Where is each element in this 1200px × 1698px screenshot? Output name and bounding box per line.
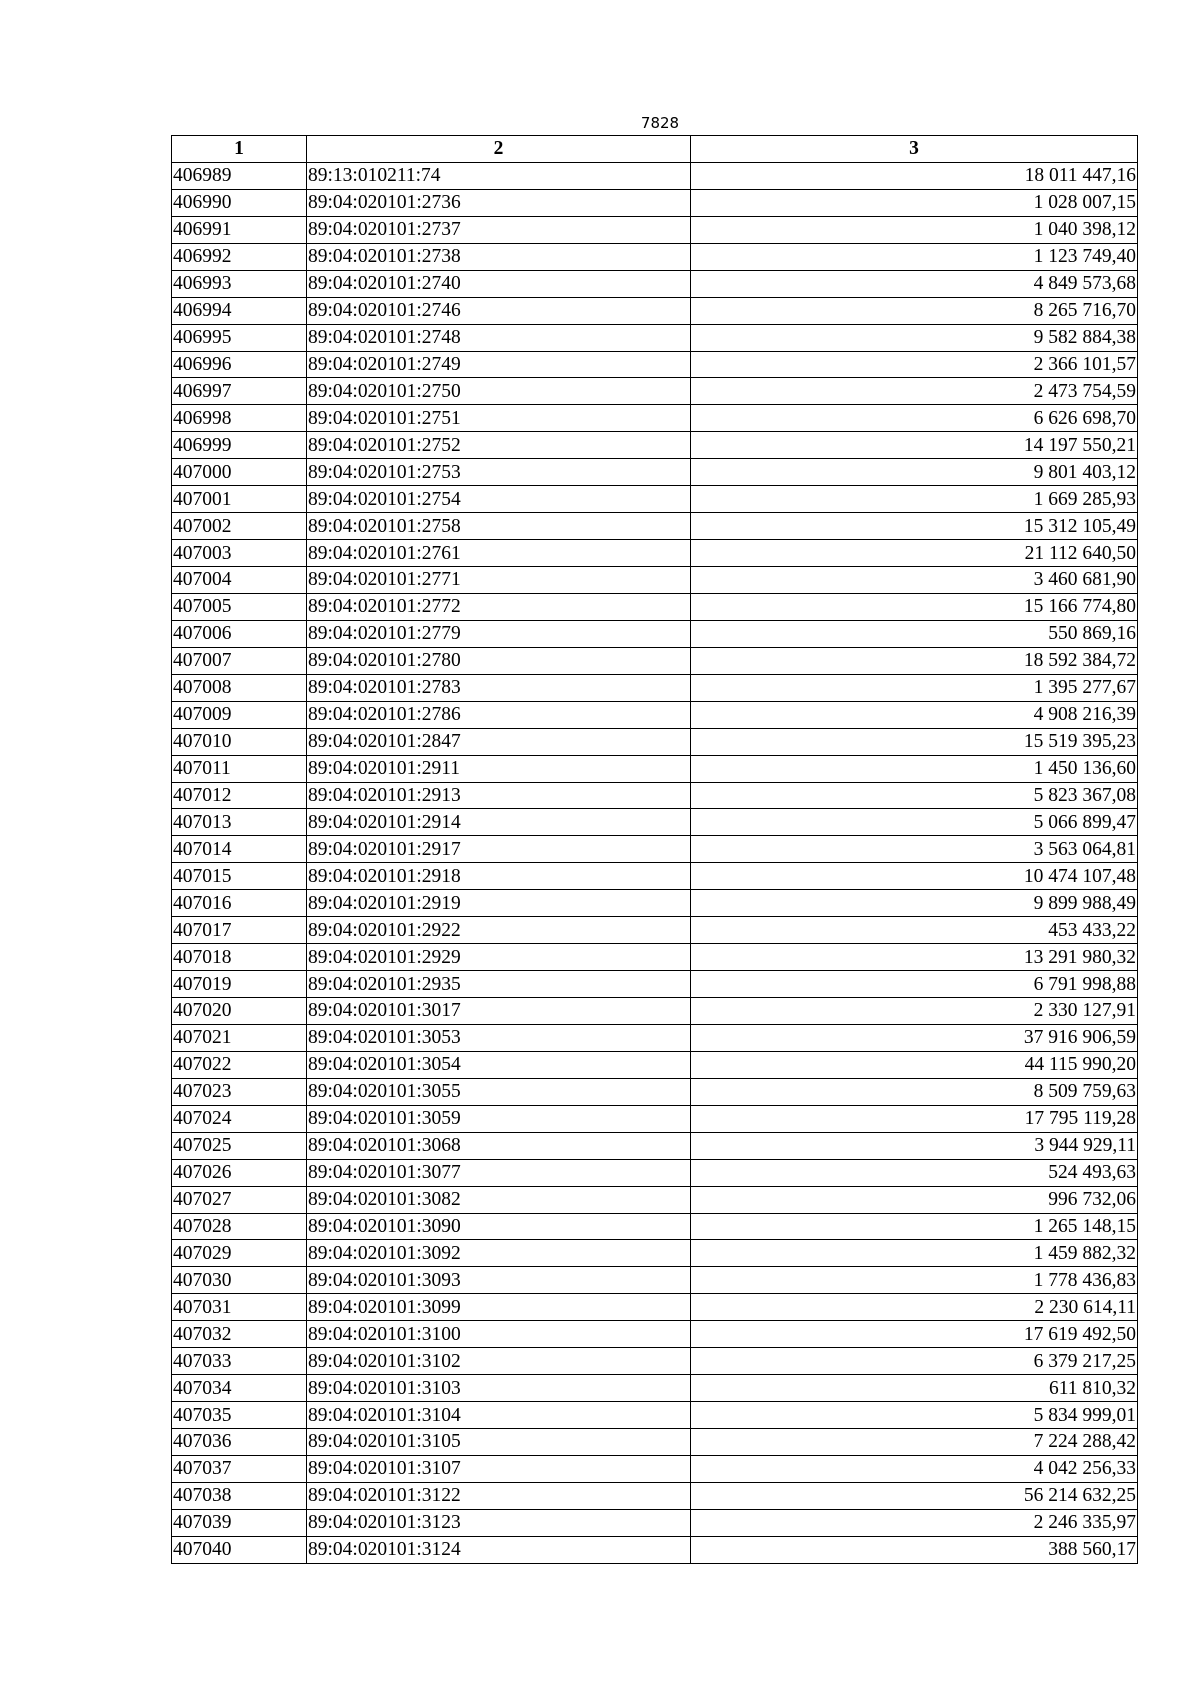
table-row — [172, 701, 1138, 728]
cadastral-number-cell: 89:04:020101:2746 — [307, 297, 691, 324]
value-cell: 9 582 884,38 — [691, 324, 1138, 351]
row-number-cell: 407023 — [172, 1078, 307, 1105]
table-row — [172, 216, 1138, 243]
table-row — [172, 1105, 1138, 1132]
row-number-cell: 407009 — [172, 701, 307, 728]
cadastral-number-cell: 89:04:020101:3099 — [307, 1294, 691, 1321]
cadastral-number-cell: 89:04:020101:2919 — [307, 890, 691, 917]
row-number-cell: 407006 — [172, 620, 307, 647]
table-row — [172, 1375, 1138, 1402]
value-cell: 44 115 990,20 — [691, 1051, 1138, 1078]
cadastral-number-cell: 89:04:020101:3124 — [307, 1536, 691, 1563]
cadastral-number-cell: 89:04:020101:3100 — [307, 1321, 691, 1348]
value-cell: 1 450 136,60 — [691, 755, 1138, 782]
row-number-cell: 407033 — [172, 1348, 307, 1375]
row-number-cell: 407004 — [172, 567, 307, 594]
row-number-cell: 407017 — [172, 917, 307, 944]
table-row — [172, 1213, 1138, 1240]
cadastral-number-cell: 89:04:020101:2771 — [307, 567, 691, 594]
row-number-cell: 406997 — [172, 378, 307, 405]
row-number-cell: 407008 — [172, 674, 307, 701]
row-number-cell: 407038 — [172, 1482, 307, 1509]
cadastral-number-cell: 89:04:020101:2751 — [307, 405, 691, 432]
row-number-cell: 406994 — [172, 297, 307, 324]
row-number-cell: 407003 — [172, 540, 307, 567]
column-header-1: 1 — [172, 136, 307, 163]
value-cell: 56 214 632,25 — [691, 1482, 1138, 1509]
value-cell: 15 519 395,23 — [691, 728, 1138, 755]
cadastral-number-cell: 89:04:020101:3068 — [307, 1132, 691, 1159]
row-number-cell: 407029 — [172, 1240, 307, 1267]
cadastral-number-cell: 89:04:020101:2786 — [307, 701, 691, 728]
table-row — [172, 1536, 1138, 1563]
value-cell: 4 042 256,33 — [691, 1455, 1138, 1482]
cadastral-number-cell: 89:04:020101:3077 — [307, 1159, 691, 1186]
value-cell: 15 166 774,80 — [691, 593, 1138, 620]
cadastral-number-cell: 89:04:020101:2758 — [307, 513, 691, 540]
table-row — [172, 944, 1138, 971]
table-row — [172, 917, 1138, 944]
table-row — [172, 270, 1138, 297]
cadastral-number-cell: 89:04:020101:2783 — [307, 674, 691, 701]
document-table — [171, 135, 1138, 1564]
table-row — [172, 1078, 1138, 1105]
value-cell: 8 509 759,63 — [691, 1078, 1138, 1105]
row-number-cell: 407010 — [172, 728, 307, 755]
row-number-cell: 407007 — [172, 647, 307, 674]
cadastral-number-cell: 89:04:020101:3123 — [307, 1509, 691, 1536]
value-cell: 14 197 550,21 — [691, 432, 1138, 459]
table-row — [172, 486, 1138, 513]
row-number-cell: 407032 — [172, 1321, 307, 1348]
table-row — [172, 189, 1138, 216]
cadastral-number-cell: 89:04:020101:2917 — [307, 836, 691, 863]
value-cell: 611 810,32 — [691, 1375, 1138, 1402]
row-number-cell: 406990 — [172, 189, 307, 216]
table-row — [172, 1482, 1138, 1509]
cadastral-number-cell: 89:04:020101:3104 — [307, 1402, 691, 1429]
value-cell: 3 563 064,81 — [691, 836, 1138, 863]
cadastral-number-cell: 89:04:020101:2753 — [307, 459, 691, 486]
page-number: 7828 — [640, 114, 680, 132]
cadastral-number-cell: 89:04:020101:2754 — [307, 486, 691, 513]
value-cell: 1 040 398,12 — [691, 216, 1138, 243]
value-cell: 1 123 749,40 — [691, 243, 1138, 270]
table-row — [172, 513, 1138, 540]
table-row — [172, 378, 1138, 405]
row-number-cell: 407015 — [172, 863, 307, 890]
value-cell: 1 028 007,15 — [691, 189, 1138, 216]
value-cell: 2 330 127,91 — [691, 998, 1138, 1025]
value-cell: 6 379 217,25 — [691, 1348, 1138, 1375]
row-number-cell: 406991 — [172, 216, 307, 243]
value-cell: 5 066 899,47 — [691, 809, 1138, 836]
row-number-cell: 407036 — [172, 1429, 307, 1456]
table-row — [172, 405, 1138, 432]
table-row — [172, 863, 1138, 890]
row-number-cell: 407005 — [172, 593, 307, 620]
table-row — [172, 1348, 1138, 1375]
row-number-cell: 407002 — [172, 513, 307, 540]
cadastral-number-cell: 89:04:020101:2922 — [307, 917, 691, 944]
value-cell: 550 869,16 — [691, 620, 1138, 647]
cadastral-number-cell: 89:04:020101:3017 — [307, 998, 691, 1025]
table-row — [172, 297, 1138, 324]
value-cell: 37 916 906,59 — [691, 1024, 1138, 1051]
value-cell: 9 801 403,12 — [691, 459, 1138, 486]
cadastral-number-cell: 89:04:020101:2737 — [307, 216, 691, 243]
table-row — [172, 567, 1138, 594]
cadastral-number-cell: 89:04:020101:3090 — [307, 1213, 691, 1240]
cadastral-number-cell: 89:04:020101:2749 — [307, 351, 691, 378]
table-row — [172, 647, 1138, 674]
row-number-cell: 406992 — [172, 243, 307, 270]
row-number-cell: 407014 — [172, 836, 307, 863]
table-row — [172, 1024, 1138, 1051]
cadastral-number-cell: 89:04:020101:2935 — [307, 971, 691, 998]
value-cell: 2 230 614,11 — [691, 1294, 1138, 1321]
cadastral-number-cell: 89:04:020101:2914 — [307, 809, 691, 836]
table-row — [172, 971, 1138, 998]
table-row — [172, 1186, 1138, 1213]
cadastral-number-cell: 89:04:020101:3092 — [307, 1240, 691, 1267]
cadastral-number-cell: 89:04:020101:2752 — [307, 432, 691, 459]
column-header-3: 3 — [691, 136, 1138, 163]
table-row — [172, 1240, 1138, 1267]
row-number-cell: 407019 — [172, 971, 307, 998]
row-number-cell: 407013 — [172, 809, 307, 836]
table-row — [172, 324, 1138, 351]
value-cell: 6 791 998,88 — [691, 971, 1138, 998]
table-row — [172, 728, 1138, 755]
table-row — [172, 1509, 1138, 1536]
table-row — [172, 1051, 1138, 1078]
value-cell: 1 265 148,15 — [691, 1213, 1138, 1240]
cadastral-number-cell: 89:04:020101:3054 — [307, 1051, 691, 1078]
table-row — [172, 1429, 1138, 1456]
table-row — [172, 755, 1138, 782]
table-row — [172, 1132, 1138, 1159]
value-cell: 996 732,06 — [691, 1186, 1138, 1213]
row-number-cell: 406993 — [172, 270, 307, 297]
value-cell: 1 778 436,83 — [691, 1267, 1138, 1294]
value-cell: 3 460 681,90 — [691, 567, 1138, 594]
table-row — [172, 836, 1138, 863]
value-cell: 21 112 640,50 — [691, 540, 1138, 567]
cadastral-number-cell: 89:04:020101:2779 — [307, 620, 691, 647]
row-number-cell: 407030 — [172, 1267, 307, 1294]
value-cell: 4 849 573,68 — [691, 270, 1138, 297]
row-number-cell: 407035 — [172, 1402, 307, 1429]
table-row — [172, 540, 1138, 567]
value-cell: 18 592 384,72 — [691, 647, 1138, 674]
value-cell: 17 795 119,28 — [691, 1105, 1138, 1132]
value-cell: 9 899 988,49 — [691, 890, 1138, 917]
cadastral-number-cell: 89:04:020101:3093 — [307, 1267, 691, 1294]
value-cell: 6 626 698,70 — [691, 405, 1138, 432]
value-cell: 10 474 107,48 — [691, 863, 1138, 890]
row-number-cell: 407011 — [172, 755, 307, 782]
row-number-cell: 407031 — [172, 1294, 307, 1321]
value-cell: 2 246 335,97 — [691, 1509, 1138, 1536]
row-number-cell: 407000 — [172, 459, 307, 486]
cadastral-number-cell: 89:04:020101:2847 — [307, 728, 691, 755]
table-row — [172, 1159, 1138, 1186]
cadastral-number-cell: 89:04:020101:2761 — [307, 540, 691, 567]
table-row — [172, 890, 1138, 917]
value-cell: 2 473 754,59 — [691, 378, 1138, 405]
table-row — [172, 809, 1138, 836]
cadastral-number-cell: 89:04:020101:3107 — [307, 1455, 691, 1482]
cadastral-number-cell: 89:04:020101:3082 — [307, 1186, 691, 1213]
value-cell: 13 291 980,32 — [691, 944, 1138, 971]
table-row — [172, 782, 1138, 809]
value-cell: 18 011 447,16 — [691, 162, 1138, 189]
value-cell: 5 823 367,08 — [691, 782, 1138, 809]
table-row — [172, 162, 1138, 189]
row-number-cell: 406999 — [172, 432, 307, 459]
cadastral-number-cell: 89:13:010211:74 — [307, 162, 691, 189]
table-row — [172, 998, 1138, 1025]
cadastral-number-cell: 89:04:020101:3122 — [307, 1482, 691, 1509]
table-row — [172, 620, 1138, 647]
table-row — [172, 1267, 1138, 1294]
cadastral-number-cell: 89:04:020101:2772 — [307, 593, 691, 620]
row-number-cell: 407021 — [172, 1024, 307, 1051]
table-row — [172, 351, 1138, 378]
row-number-cell: 406998 — [172, 405, 307, 432]
value-cell: 17 619 492,50 — [691, 1321, 1138, 1348]
cadastral-number-cell: 89:04:020101:3053 — [307, 1024, 691, 1051]
column-header-2: 2 — [307, 136, 691, 163]
value-cell: 1 459 882,32 — [691, 1240, 1138, 1267]
value-cell: 7 224 288,42 — [691, 1429, 1138, 1456]
cadastral-number-cell: 89:04:020101:2748 — [307, 324, 691, 351]
value-cell: 5 834 999,01 — [691, 1402, 1138, 1429]
table-row — [172, 1321, 1138, 1348]
row-number-cell: 407028 — [172, 1213, 307, 1240]
cadastral-number-cell: 89:04:020101:3055 — [307, 1078, 691, 1105]
row-number-cell: 407026 — [172, 1159, 307, 1186]
table-row — [172, 1294, 1138, 1321]
table-body — [172, 162, 1138, 1563]
row-number-cell: 407024 — [172, 1105, 307, 1132]
value-cell: 1 395 277,67 — [691, 674, 1138, 701]
value-cell: 8 265 716,70 — [691, 297, 1138, 324]
table-row — [172, 593, 1138, 620]
row-number-cell: 407025 — [172, 1132, 307, 1159]
table-header-row — [172, 136, 1138, 163]
cadastral-number-cell: 89:04:020101:2780 — [307, 647, 691, 674]
cadastral-number-cell: 89:04:020101:2911 — [307, 755, 691, 782]
cadastral-number-cell: 89:04:020101:3059 — [307, 1105, 691, 1132]
value-cell: 15 312 105,49 — [691, 513, 1138, 540]
row-number-cell: 406995 — [172, 324, 307, 351]
row-number-cell: 406989 — [172, 162, 307, 189]
table-row — [172, 432, 1138, 459]
cadastral-number-cell: 89:04:020101:2913 — [307, 782, 691, 809]
value-cell: 2 366 101,57 — [691, 351, 1138, 378]
row-number-cell: 406996 — [172, 351, 307, 378]
cadastral-number-cell: 89:04:020101:2736 — [307, 189, 691, 216]
value-cell: 4 908 216,39 — [691, 701, 1138, 728]
row-number-cell: 407040 — [172, 1536, 307, 1563]
row-number-cell: 407001 — [172, 486, 307, 513]
cadastral-number-cell: 89:04:020101:2918 — [307, 863, 691, 890]
row-number-cell: 407012 — [172, 782, 307, 809]
row-number-cell: 407034 — [172, 1375, 307, 1402]
cadastral-number-cell: 89:04:020101:2750 — [307, 378, 691, 405]
cadastral-number-cell: 89:04:020101:2929 — [307, 944, 691, 971]
cadastral-number-cell: 89:04:020101:3103 — [307, 1375, 691, 1402]
value-cell: 3 944 929,11 — [691, 1132, 1138, 1159]
value-cell: 388 560,17 — [691, 1536, 1138, 1563]
cadastral-number-cell: 89:04:020101:2738 — [307, 243, 691, 270]
table-row — [172, 243, 1138, 270]
cadastral-number-cell: 89:04:020101:3102 — [307, 1348, 691, 1375]
cadastral-number-cell: 89:04:020101:2740 — [307, 270, 691, 297]
value-cell: 453 433,22 — [691, 917, 1138, 944]
row-number-cell: 407018 — [172, 944, 307, 971]
cadastral-number-cell: 89:04:020101:3105 — [307, 1429, 691, 1456]
value-cell: 1 669 285,93 — [691, 486, 1138, 513]
value-cell: 524 493,63 — [691, 1159, 1138, 1186]
row-number-cell: 407027 — [172, 1186, 307, 1213]
table-row — [172, 674, 1138, 701]
table-row — [172, 459, 1138, 486]
table-row — [172, 1402, 1138, 1429]
row-number-cell: 407022 — [172, 1051, 307, 1078]
row-number-cell: 407020 — [172, 998, 307, 1025]
row-number-cell: 407037 — [172, 1455, 307, 1482]
table-row — [172, 1455, 1138, 1482]
document-table-container — [171, 135, 1138, 1564]
row-number-cell: 407016 — [172, 890, 307, 917]
row-number-cell: 407039 — [172, 1509, 307, 1536]
